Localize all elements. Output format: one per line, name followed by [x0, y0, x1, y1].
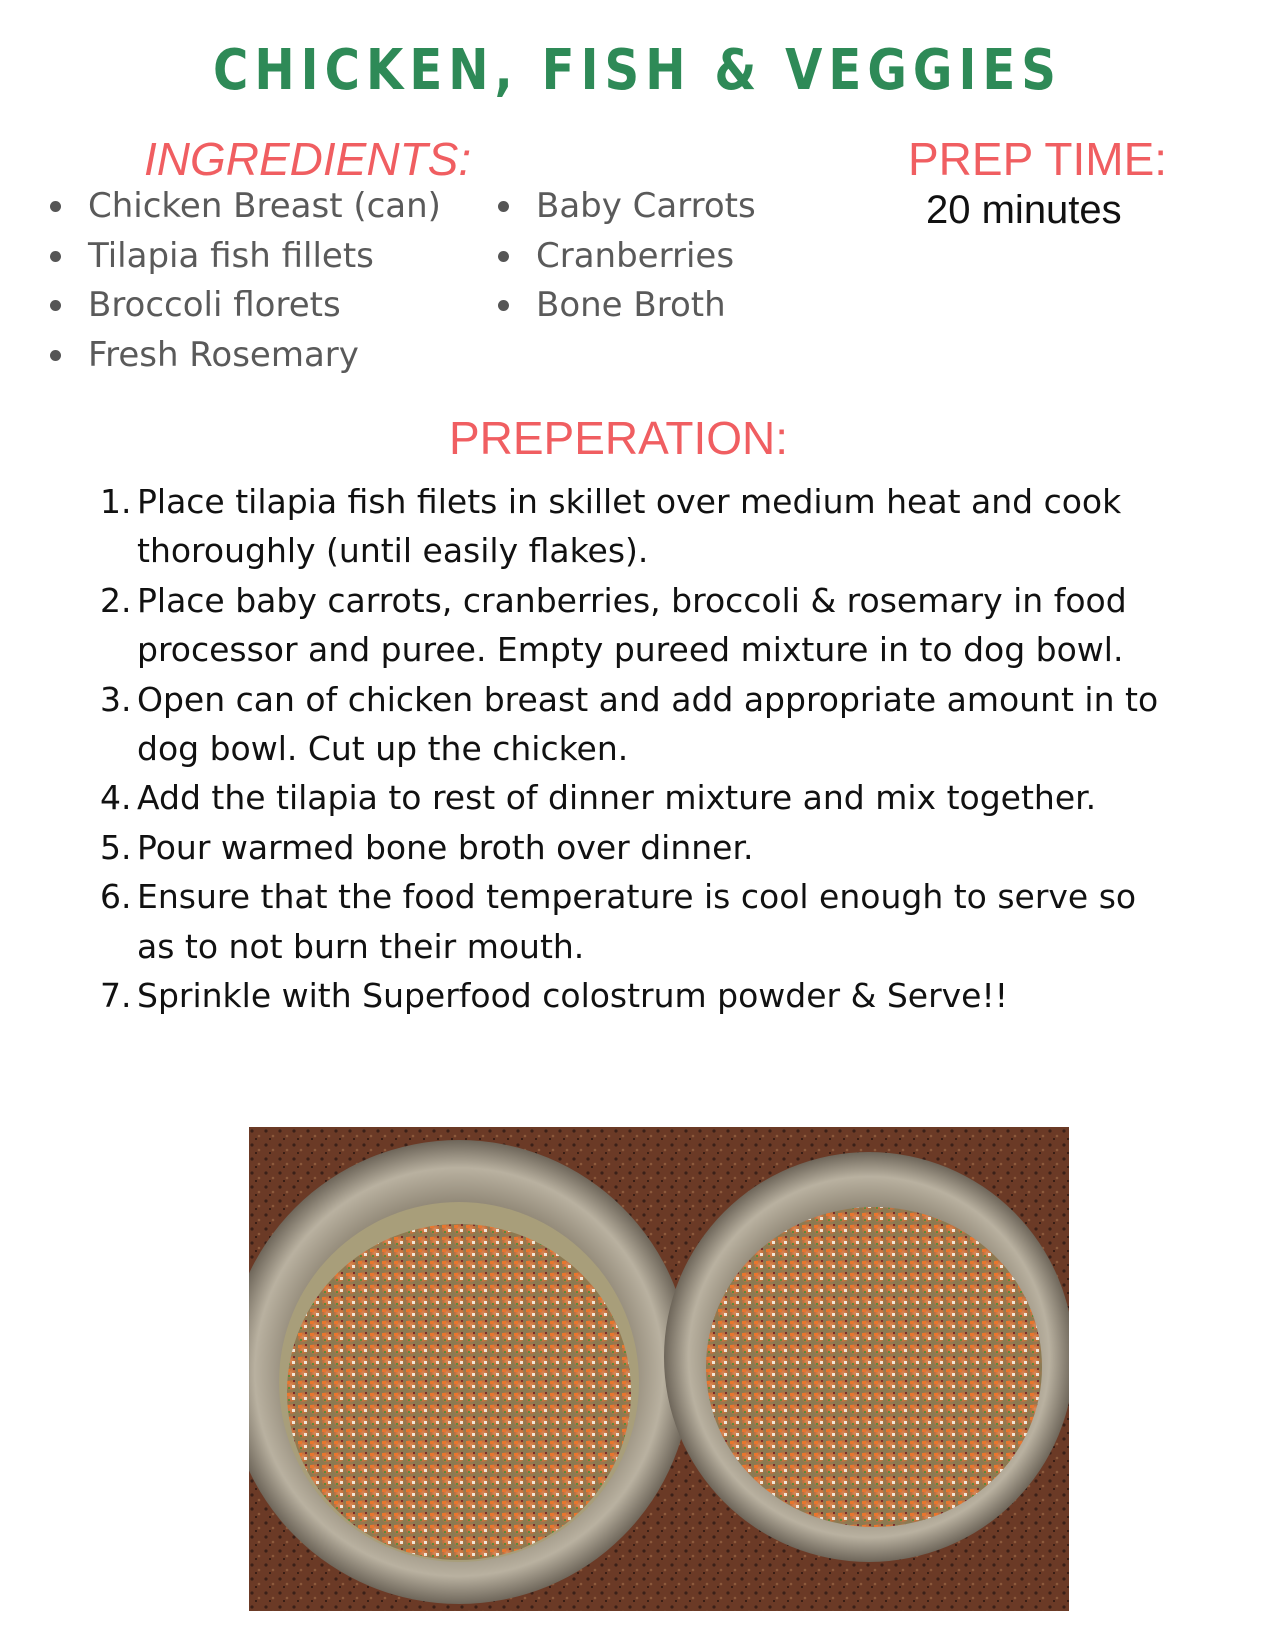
step-item [100, 773, 1180, 822]
ingredient-item [88, 182, 441, 232]
step-number: 2. [100, 580, 132, 620]
ingredients-list-left [88, 182, 441, 380]
prep-time-heading: PREP TIME: [908, 133, 1168, 185]
step-number: 6. [100, 877, 132, 917]
ingredient-label: Baby Carrots [536, 186, 756, 226]
ingredient-label: Chicken Breast (can) [88, 186, 441, 226]
step-text: Place tilapia fish filets in skillet over medium heat and cook thoroughly (until easily flakes). [137, 482, 1122, 571]
step-number: 4. [100, 778, 132, 818]
step-text: Ensure that the food temperature is cool enough to serve so as to not burn their mouth. [137, 877, 1137, 966]
ingredient-label: Fresh Rosemary [88, 334, 359, 375]
step-item [100, 477, 1180, 576]
bullet-icon [50, 350, 61, 361]
ingredient-label: Cranberries [536, 235, 735, 276]
recipe-title: CHICKEN, FISH & VEGGIES [212, 38, 1063, 103]
step-text: Place baby carrots, cranberries, broccoli & rosemary in food processor and puree. Empty pureed mixture in to dog bowl. [137, 580, 1127, 670]
left-bowl-food-shape [287, 1224, 631, 1560]
ingredient-item [88, 281, 441, 331]
prep-time-value: 20 minutes [926, 188, 1122, 232]
ingredient-item [536, 232, 756, 282]
step-item [100, 576, 1180, 675]
bullet-icon [50, 201, 61, 212]
step-item [100, 971, 1180, 1020]
ingredients-list-right [536, 182, 756, 331]
step-number: 7. [100, 976, 132, 1016]
step-item [100, 823, 1180, 872]
bullet-icon [498, 300, 509, 311]
ingredient-label: Bone Broth [536, 285, 726, 325]
right-bowl-food-shape [706, 1207, 1042, 1527]
bullet-icon [498, 201, 509, 212]
preparation-steps [100, 477, 1180, 1020]
bullet-icon [50, 251, 61, 262]
step-text: Open can of chicken breast and add appropriate amount in to dog bowl. Cut up the chicken. [137, 679, 1159, 769]
ingredient-item [536, 182, 756, 232]
bullet-icon [50, 300, 61, 311]
step-number: 3. [100, 679, 132, 719]
step-text: Pour warmed bone broth over dinner. [137, 827, 754, 867]
ingredient-label: Broccoli florets [88, 285, 341, 325]
food-bowls-photo [249, 1127, 1069, 1611]
ingredient-item [88, 232, 441, 282]
ingredient-label: Tilapia fish fillets [88, 235, 374, 276]
step-text: Add the tilapia to rest of dinner mixture and mix together. [137, 778, 1097, 818]
step-number: 5. [100, 827, 132, 867]
step-item [100, 675, 1180, 774]
step-text: Sprinkle with Superfood colostrum powder & Serve!! [137, 976, 1008, 1016]
ingredients-heading: INGREDIENTS: [144, 133, 472, 185]
ingredient-item [536, 281, 756, 331]
preparation-heading: PREPERATION: [448, 412, 789, 464]
step-item [100, 872, 1180, 971]
bullet-icon [498, 251, 509, 262]
step-number: 1. [100, 482, 132, 521]
ingredient-item [88, 331, 441, 381]
